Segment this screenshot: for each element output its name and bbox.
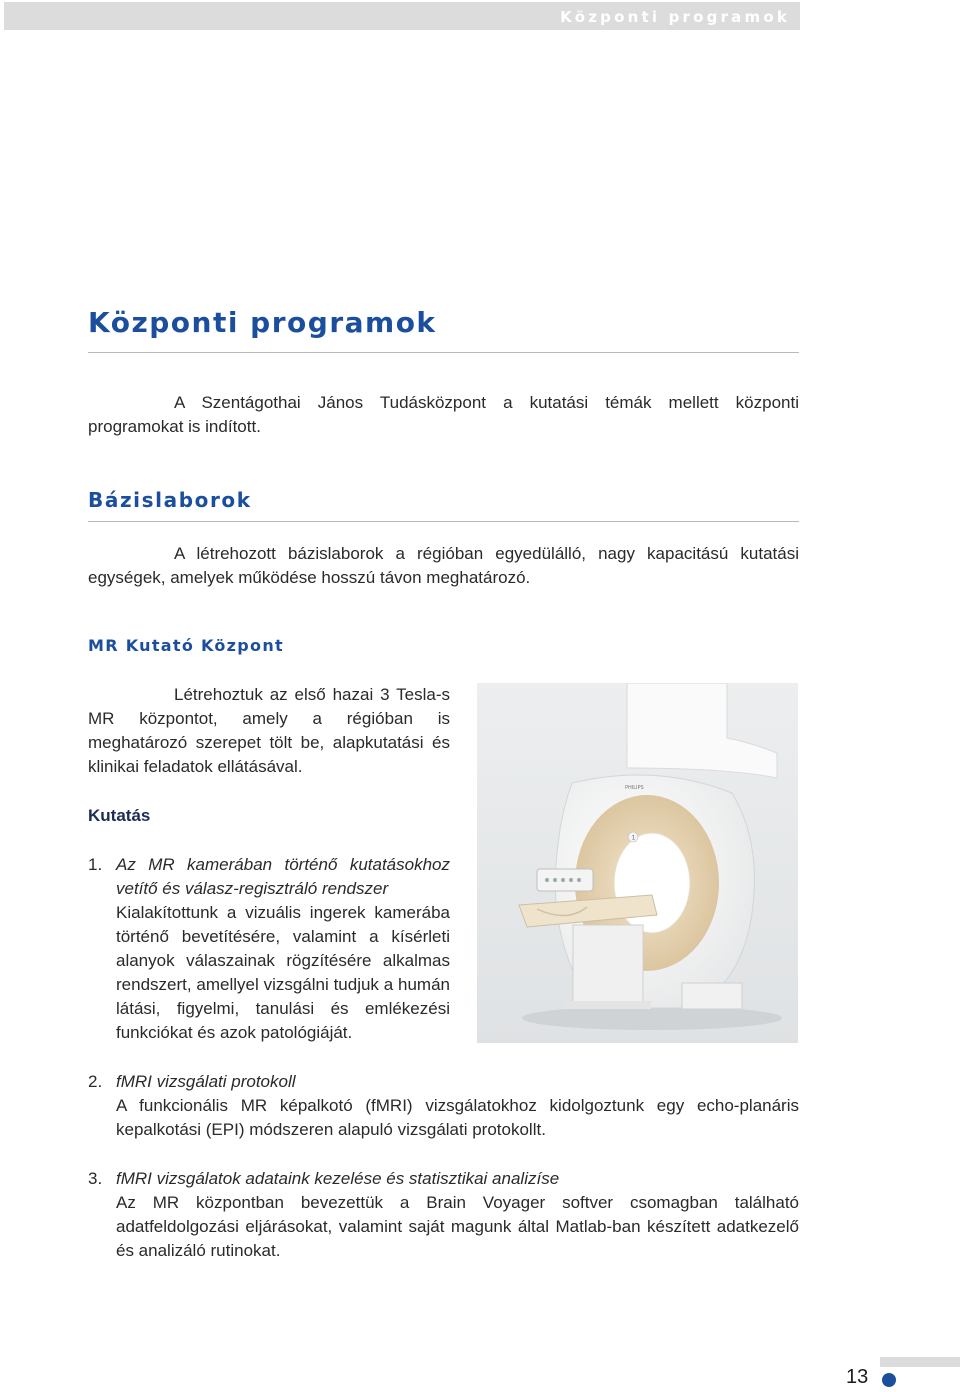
page-number: 13	[846, 1366, 869, 1388]
section-rule	[88, 521, 799, 522]
list-item	[88, 1070, 799, 1142]
item-title: Az MR kamerában történő kutatásokhoz vetítő és válasz-regisztráló rendszer	[116, 855, 450, 898]
scanner-badge: 1	[631, 834, 636, 842]
running-title: Központi programok	[560, 8, 790, 26]
page-dot-icon	[882, 1373, 896, 1387]
title-rule	[88, 352, 799, 353]
item-title: fMRI vizsgálatok adataink kezelése és statisztikai analizíse	[116, 1169, 560, 1188]
section-heading-bazislaborok: Bázislaborok	[88, 488, 252, 512]
item-text: Kialakítottunk a vizuális ingerek kamerába történő bevetítésére, valamint a kísérleti alanyok válaszainak rögzítésére alkalmas rendszert, amellyel vizsgálni tudjuk a humán látási, figyelmi, tanulási és emlékezési funkciókat és azok patológiáját.	[116, 903, 450, 1042]
item-text: A funkcionális MR képalkotó (fMRI) vizsgálatokhoz kidolgoztunk egy echo-planáris kepalkotási (EPI) módszeren alapuló vizsgálati protokollt.	[116, 1096, 799, 1139]
subheading-kutatas: Kutatás	[88, 806, 151, 825]
list-item	[88, 1167, 799, 1263]
item-number: 2.	[88, 1072, 103, 1091]
mr-paragraph: Létrehoztuk az első hazai 3 Tesla-s MR központot, amely a régióban is meghatározó szerepet tölt be, alapkutatási és klinikai feladatok ellátásával.	[88, 685, 450, 776]
bazis-paragraph: A létrehozott bázislaborok a régióban egyedülálló, nagy kapacitású kutatási egységek, amelyek működése hosszú távon meghatározó.	[88, 544, 799, 587]
item-text: Az MR központban bevezettük a Brain Voyager softver csomagban található adatfeldolgozási eljárásokat, valamint saját magunk által Matlab-ban készített adatkezelő és analizáló rutinokat.	[116, 1193, 799, 1260]
mr-scanner-photo	[477, 683, 798, 1043]
scanner-brand: PHILIPS	[625, 785, 644, 791]
item-number: 3.	[88, 1169, 103, 1188]
list-item	[88, 853, 450, 1045]
intro-paragraph: A Szentágothai János Tudásközpont a kutatási témák mellett központi programokat is indított.	[88, 393, 799, 436]
subsection-heading-mr: MR Kutató Központ	[88, 636, 284, 655]
footer-bar	[880, 1357, 960, 1367]
page-title: Központi programok	[88, 306, 437, 339]
running-header	[4, 2, 800, 30]
item-number: 1.	[88, 855, 103, 874]
item-title: fMRI vizsgálati protokoll	[116, 1072, 296, 1091]
